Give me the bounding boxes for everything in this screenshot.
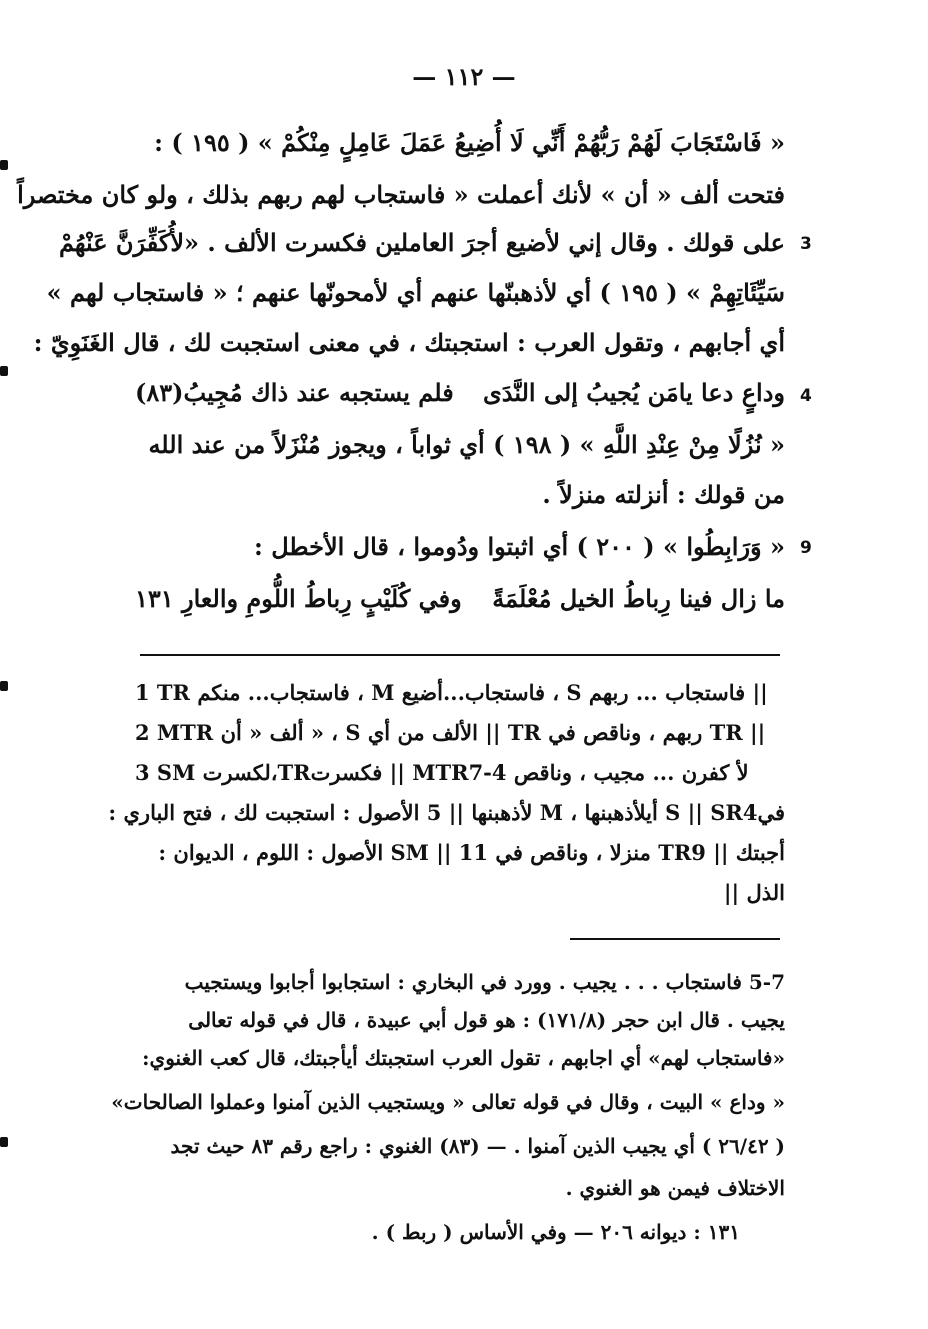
text-line: فتحت ألف « أن » لأنك أعملت « فاستجاب لهم ربهم بذلك ، ولو كان مختصراً (17, 180, 785, 209)
commentary-line: « وداع » البيت ، وقال في قوله تعالى « ويستجيب الذين آمنوا وعملوا الصالحات» (111, 1090, 785, 1114)
text-line: « وَرَابِطُوا » ( ٢٠٠ ) أي اثبتوا ودُوموا ، قال الأخطل : (254, 532, 785, 561)
text-line: من قولك : أنزلته منزلاً . (542, 480, 785, 509)
commentary-line: ( ٢٦/٤٢ ) أي يجيب الذين آمنوا . — (٨٣) الغنوي : راجع رقم ٨٣ حيث تجد (170, 1134, 785, 1158)
text-line: على قولك . وقال إني لأضيع أجرَ العاملين فكسرت الألف . «لأُكَفِّرَنَّ عَنْهُمْ (58, 228, 785, 257)
scan-edge-mark (0, 160, 8, 170)
verse-second-hemistich: فلم يستجبه عند ذاك مُجِيبُ(٨٣) (135, 378, 454, 407)
verse-second-hemistich: وفي كُلَيْبٍ رِباطُ اللُّومِ والعارِ ١٣١ (135, 584, 462, 613)
scan-edge-mark (0, 681, 8, 691)
apparatus-line: 2 MTR ألف « أن » ، S الألف من أي || TR ربهم ، وناقص في TR || (135, 720, 766, 745)
footnote-divider (140, 654, 780, 656)
verse-first-hemistich: ما زال فينا رِباطُ الخيل مُعْلَمَةً (492, 584, 785, 613)
text-line: أي أجابهم ، وتقول العرب : استجبتك ، في معنى استجبت لك ، قال الغَنَوِيّ : (33, 328, 785, 357)
text-line: « فَاسْتَجَابَ لَهُمْ رَبُّهُمْ أَنِّي لَا أُضِيعُ عَمَلَ عَامِلٍ مِنْكُمْ » ( ١٩٥ ) : (154, 128, 785, 157)
verse-first-hemistich: وداعٍ دعا يامَن يُجيبُ إلى النَّدَى (482, 378, 785, 407)
text-line: سَيِّئَاتِهِمْ » ( ١٩٥ ) أي لأذهبنّها عنهم أي لأمحونّها عنهم ؛ « فاستجاب لهم » (46, 278, 785, 307)
margin-line-number: 9 (800, 538, 812, 558)
apparatus-line: 3 SM لكسرت،TRفكسرت || MTR7-4 لأ كفرن ... مجيب ، وناقص (135, 760, 749, 785)
apparatus-line: فيS || SR4 أيلأذهبنها ، M لأذهبنها || 5 الأصول : استجبت لك ، فتح الباري : (108, 800, 785, 825)
apparatus-line: الذل || (723, 880, 785, 905)
commentary-divider (570, 938, 780, 940)
margin-line-number: 3 (800, 234, 812, 254)
text-line: « نُزُلًا مِنْ عِنْدِ اللَّهِ » ( ١٩٨ ) أي ثواباً ، ويجوز مُنْزَلاً من عند الله (148, 430, 785, 459)
scan-edge-mark (0, 1137, 8, 1147)
commentary-line: الاختلاف فيمن هو الغنوي . (565, 1176, 785, 1200)
page-number: — ١١٢ — (412, 62, 516, 91)
apparatus-line: أجبتك || TR9 منزلا ، وناقص في SM || 11 الأصول : اللوم ، الديوان : (158, 840, 785, 865)
commentary-line: يجيب . قال ابن حجر (١٧١/٨) : هو قول أبي عبيدة ، قال في قوله تعالى (188, 1008, 785, 1032)
commentary-line: 5-7 فاستجاب . . . يجيب . وورد في البخاري : استجابوا أجابوا ويستجيب (184, 970, 785, 994)
scan-edge-mark (0, 366, 8, 376)
commentary-line: «فاستجاب لهم» أي اجابهم ، تقول العرب استجبتك أيأجبتك، قال كعب الغنوي: (142, 1046, 785, 1070)
margin-line-number: 4 (800, 386, 812, 406)
commentary-line: ١٣١ : ديوانه ٢٠٦ — وفي الأساس ( ربط ) . (371, 1220, 740, 1244)
apparatus-line: 1 TR فاستجاب... منكم ، M فاستجاب...أضيع ، S فاستجاب ... ربهم || (135, 680, 768, 705)
